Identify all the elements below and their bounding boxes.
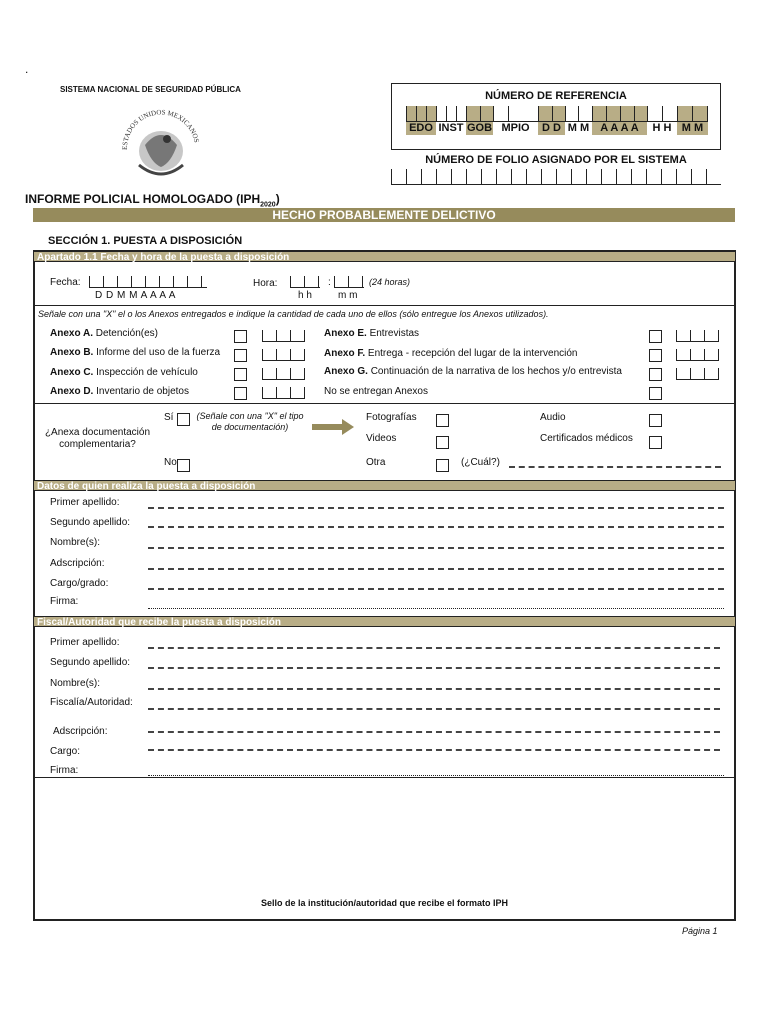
ref-label-aaaa: A A A A	[592, 122, 647, 135]
annex-d-label: Anexo D. Inventario de objetos	[50, 386, 189, 397]
doc-videos-label: Videos	[366, 433, 397, 444]
receiving-field-label: Segundo apellido:	[50, 657, 131, 668]
hora-hint-m: m m	[338, 290, 358, 301]
delivering-signature-input[interactable]	[148, 608, 724, 609]
receiving-field-label: Adscripción:	[53, 726, 108, 737]
receiving-field-label: Fiscalía/Autoridad:	[50, 697, 133, 708]
no-annex-checkbox[interactable]	[649, 387, 662, 400]
arrow-right-icon	[312, 419, 354, 435]
annex-d-quantity[interactable]	[262, 387, 305, 399]
doc-certificados-checkbox[interactable]	[649, 436, 662, 449]
hora-hint-h: h h	[298, 290, 312, 301]
fecha-hint: D D M M A A A A	[95, 290, 176, 301]
doc-otra-checkbox[interactable]	[436, 459, 449, 472]
delivering-field-label: Segundo apellido:	[50, 517, 131, 528]
receiving-authority-input[interactable]	[148, 708, 720, 710]
yes-label: Sí	[164, 412, 174, 423]
doc-audio-label: Audio	[540, 412, 566, 423]
annex-a-label: Anexo A. Detención(es)	[50, 328, 159, 339]
doc-cual-label: (¿Cuál?)	[461, 457, 500, 468]
ref-label-mpio: MPIO	[501, 122, 530, 134]
doc-certificados-label: Certificados médicos	[540, 433, 633, 444]
fecha-input[interactable]	[89, 276, 207, 288]
system-name: SISTEMA NACIONAL DE SEGURIDAD PÚBLICA	[60, 85, 241, 94]
reference-box	[391, 83, 721, 150]
delivering-field-label: Nombre(s):	[50, 537, 101, 548]
annex-f-label: Anexo F. Entrega - recepción del lugar de la intervención	[324, 348, 578, 359]
receiving-header: Fiscal/Autoridad que recibe la puesta a disposición	[34, 616, 735, 627]
annex-b-checkbox[interactable]	[234, 349, 247, 362]
hora-note: (24 horas)	[369, 277, 411, 287]
receiving-field-label: Firma:	[50, 765, 79, 776]
doc-cual-input[interactable]	[509, 466, 721, 468]
doc-videos-checkbox[interactable]	[436, 436, 449, 449]
delivering-field-label: Cargo/grado:	[50, 578, 109, 589]
annex-f-quantity[interactable]	[676, 349, 719, 361]
annex-instruction: Señale con una "X" el o los Anexos entregados e indique la cantidad de cada uno de ellos (sólo entregue los Anexos utilizados).	[38, 309, 549, 319]
annex-c-quantity[interactable]	[262, 368, 305, 380]
annex-g-label: Anexo G. Continuación de la narrativa de los hechos y/o entrevista	[324, 366, 622, 377]
folio-title: NÚMERO DE FOLIO ASIGNADO POR EL SISTEMA	[425, 154, 687, 166]
incident-type-band: HECHO PROBABLEMENTE DELICTIVO	[33, 208, 735, 222]
annex-g-quantity[interactable]	[676, 368, 719, 380]
delivering-name-input[interactable]	[148, 547, 724, 549]
reference-number-cells[interactable]	[406, 106, 708, 136]
ref-label-dd: D D	[538, 122, 565, 135]
no-checkbox[interactable]	[177, 459, 190, 472]
receiving-adscription-input[interactable]	[148, 731, 720, 733]
no-annex-label: No se entregan Anexos	[324, 386, 428, 397]
doc-fotos-checkbox[interactable]	[436, 414, 449, 427]
apartado-header: Apartado 1.1 Fecha y hora de la puesta a disposición	[34, 251, 735, 262]
receiving-signature-input[interactable]	[148, 775, 724, 776]
complementary-question: ¿Anexa documentación complementaria?	[44, 427, 151, 450]
receiving-name-input[interactable]	[148, 688, 720, 690]
ref-label-mm: M M	[567, 122, 590, 134]
delivering-rank-input[interactable]	[148, 588, 724, 590]
annex-e-checkbox[interactable]	[649, 330, 662, 343]
annex-d-checkbox[interactable]	[234, 387, 247, 400]
reference-title: NÚMERO DE REFERENCIA	[485, 90, 627, 102]
receiving-field-label: Cargo:	[50, 746, 81, 757]
hora-mm-input[interactable]	[334, 276, 364, 288]
annex-a-checkbox[interactable]	[234, 330, 247, 343]
annex-b-label: Anexo B. Informe del uso de la fuerza	[50, 347, 221, 358]
receiving-second-surname-input[interactable]	[148, 667, 720, 669]
hora-label: Hora:	[253, 278, 278, 289]
ref-label-edo: EDO	[406, 122, 436, 135]
ref-label-min: M M	[677, 122, 708, 135]
doc-otra-label: Otra	[366, 457, 386, 468]
annex-c-label: Anexo C. Inspección de vehículo	[50, 367, 198, 378]
fecha-label: Fecha:	[50, 277, 81, 288]
annex-f-checkbox[interactable]	[649, 349, 662, 362]
annex-c-checkbox[interactable]	[234, 368, 247, 381]
annex-a-quantity[interactable]	[262, 330, 305, 342]
doc-fotos-label: Fotografías	[366, 412, 417, 423]
doc-audio-checkbox[interactable]	[649, 414, 662, 427]
receiving-position-input[interactable]	[148, 749, 720, 751]
form-title	[25, 192, 280, 208]
seal-caption: Sello de la institución/autoridad que recibe el formato IPH	[260, 898, 509, 908]
folio-number-cells[interactable]	[391, 169, 721, 185]
receiving-field-label: Nombre(s):	[50, 678, 101, 689]
delivering-field-label: Primer apellido:	[50, 497, 120, 508]
receiving-field-label: Primer apellido:	[50, 637, 120, 648]
national-seal-icon	[115, 105, 205, 185]
delivering-field-label: Adscripción:	[50, 558, 105, 569]
annex-g-checkbox[interactable]	[649, 368, 662, 381]
hora-colon: :	[328, 277, 331, 288]
delivering-first-surname-input[interactable]	[148, 507, 724, 509]
ref-label-gob: GOB	[466, 122, 493, 134]
delivering-field-label: Firma:	[50, 596, 79, 607]
page-number: Página 1	[682, 926, 718, 936]
ref-label-hh: H H	[652, 122, 672, 134]
annex-e-quantity[interactable]	[676, 330, 719, 342]
delivering-header: Datos de quien realiza la puesta a disposición	[34, 480, 735, 491]
seal-text: ESTADOS UNIDOS MEXICANOS	[120, 108, 201, 151]
stray-dot: .	[25, 62, 29, 76]
annex-e-label: Anexo E. Entrevistas	[324, 328, 420, 339]
form-title-year: 2020	[260, 201, 276, 209]
yes-checkbox[interactable]	[177, 413, 190, 426]
ref-label-inst: INST	[438, 122, 464, 134]
no-label: No	[164, 457, 177, 468]
hora-hh-input[interactable]	[290, 276, 320, 288]
delivering-adscription-input[interactable]	[148, 568, 724, 570]
form-title-end: )	[275, 192, 280, 206]
annex-b-quantity[interactable]	[262, 349, 305, 361]
doc-instruction: (Señale con una "X" el tipo de documentación)	[196, 411, 304, 432]
delivering-second-surname-input[interactable]	[148, 526, 724, 528]
form-title-main: INFORME POLICIAL HOMOLOGADO (IPH	[25, 192, 261, 206]
receiving-first-surname-input[interactable]	[148, 647, 720, 649]
section-title: SECCIÓN 1. PUESTA A DISPOSICIÓN	[48, 235, 243, 247]
